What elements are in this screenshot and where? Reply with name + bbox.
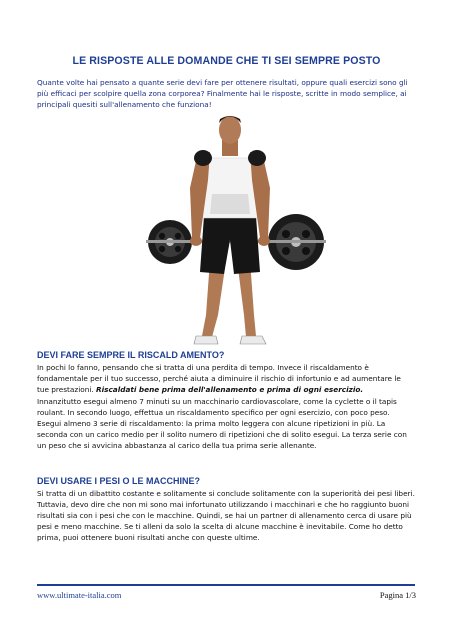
section-heading-warmup: DEVI FARE SEMPRE IL RISCALD AMENTO?	[37, 350, 225, 360]
warmup-text-a: In pochi lo fanno, pensando che si tratta di una perdita di tempo. Invece il riscaldamento è fondamentale per il tuo successo, perché aiuta a diminuire il rischio di infortunio e ad aumentare le tue prestazioni.	[37, 363, 401, 394]
document-title: LE RISPOSTE ALLE DOMANDE CHE TI SEI SEMPRE POSTO	[72, 55, 381, 67]
section-paragraph-weights-machines: Si tratta di un dibattito costante e solitamente si conclude solitamente con la superiorità dei pesi liberi. Tuttavia, devo dire che non mi sono mai infortunato utilizzando i macchinari e che ho raggiunto buoni risultati sia con i pesi che con le macchine. Quindi, se hai un partner di allenamento cerca di usare più pesi e meno macchine. Se ti alleni da solo la scelta di alcune macchine è inevitabile. Come ho detto prima, puoi ottenere buoni risultati anche con queste ultime.	[37, 489, 415, 542]
section-heading-weights-machines: DEVI USARE I PESI O LE MACCHINE?	[37, 476, 201, 486]
section-paragraph-warmup-intro	[37, 362, 415, 395]
footer-url-link[interactable]: www.ultimate-italia.com	[37, 590, 122, 600]
bodybuilder-barbell-image	[126, 110, 326, 350]
section-paragraph-warmup-detail: Innanzitutto esegui almeno 7 minuti su un macchinario cardiovascolare, come la cyclette o il tapis roulant. In secondo luogo, effettua un riscaldamento specifico per ogni esercizio, con poco peso. Esegui almeno 3 serie di riscaldamento: la prima molto leggera con alcune ripetizioni in più. La seconda con un carico medio per il solito numero di ripetizioni che di solito esegui. La terza serie con un peso che si avvicina abbastanza al carico della tua prima serie allenante.	[37, 397, 407, 450]
footer-page-number: Pagina 1/3	[379, 590, 416, 600]
intro-paragraph: Quante volte hai pensato a quante serie devi fare per ottenere risultati, oppure quali esercizi sono gli più efficaci per scolpire quella zona corporea? Finalmente hai le risposte, scritte in modo semplice, ai principali quesiti sull'allenamento che funziona!	[37, 78, 408, 109]
footer-divider	[37, 584, 415, 586]
warmup-emphasis: Riscaldati bene prima dell'allenamento e prima di ogni esercizio.	[96, 385, 364, 394]
